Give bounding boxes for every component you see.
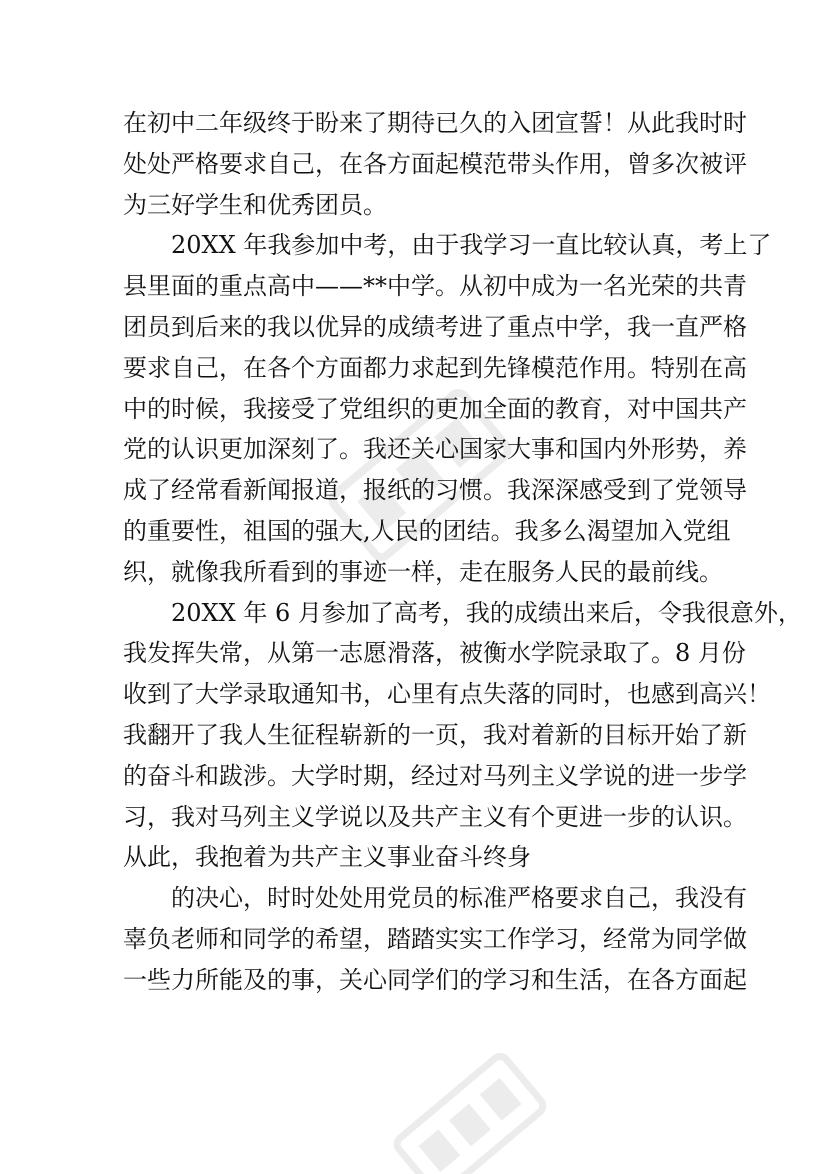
paragraph-4-line-3: 一些力所能及的事，关心同学们的学习和生活，在各方面起 [123,965,747,994]
paragraph-3-line-5: 的奋斗和跋涉。大学时期，经过对马列主义学说的进一步学 [123,761,747,790]
paragraph-3-line-2: 我发挥失常，从第一志愿滑落，被衡水学院录取了。8 月份 [123,639,746,668]
paragraph-3-line-6: 习，我对马列主义学说以及共产主义有个更进一步的认识。 [123,802,747,831]
watermark-icon-bottom [384,1042,557,1174]
paragraph-1-line-1: 在初中二年级终于盼来了期待已久的入团宣誓！从此我时时 [123,109,747,137]
paragraph-2-line-3: 团员到后来的我以优异的成绩考进了重点中学，我一直严格 [123,312,747,341]
paragraph-3-line-7: 从此，我抱着为共产主义事业奋斗终身 [123,843,531,872]
paragraph-2-line-7: 成了经常看新闻报道，报纸的习惯。我深深感受到了党领导 [123,476,747,505]
paragraph-2-line-8: 的重要性，祖国的强大,人民的团结。我多么渴望加入党组 [123,516,731,545]
paragraph-2-line-9: 织，就像我所看到的事迹一样，走在服务人民的最前线。 [123,557,723,586]
paragraph-3-line-3: 收到了大学录取通知书，心里有点失落的同时，也感到高兴！ [123,680,771,709]
paragraph-4-line-1: 的决心，时时处处用党员的标准严格要求自己，我没有 [171,884,747,913]
paragraph-3-line-1: 20XX 年 6 月参加了高考，我的成绩出来后，令我很意外， [171,598,802,627]
paragraph-3-line-4: 我翻开了我人生征程崭新的一页，我对着新的目标开始了新 [123,720,747,749]
paragraph-2-line-4: 要求自己，在各个方面都力求起到先锋模范作用。特别在高 [123,353,747,382]
paragraph-2-line-5: 中的时候，我接受了党组织的更加全面的教育，对中国共产 [123,394,747,423]
paragraph-2-line-6: 党的认识更加深刻了。我还关心国家大事和国内外形势，养 [123,435,747,464]
paragraph-4-line-2: 辜负老师和同学的希望，踏踏实实工作学习，经常为同学做 [123,924,747,953]
paragraph-2-line-1: 20XX 年我参加中考，由于我学习一直比较认真，考上了 [171,231,772,260]
paragraph-1-line-3: 为三好学生和优秀团员。 [123,190,387,219]
document-body [123,103,802,1001]
paragraph-2-line-2: 县里面的重点高中——**中学。从初中成为一名光荣的共青 [123,272,747,301]
paragraph-1-line-2: 处处严格要求自己，在各方面起模范带头作用，曾多次被评 [123,149,747,178]
